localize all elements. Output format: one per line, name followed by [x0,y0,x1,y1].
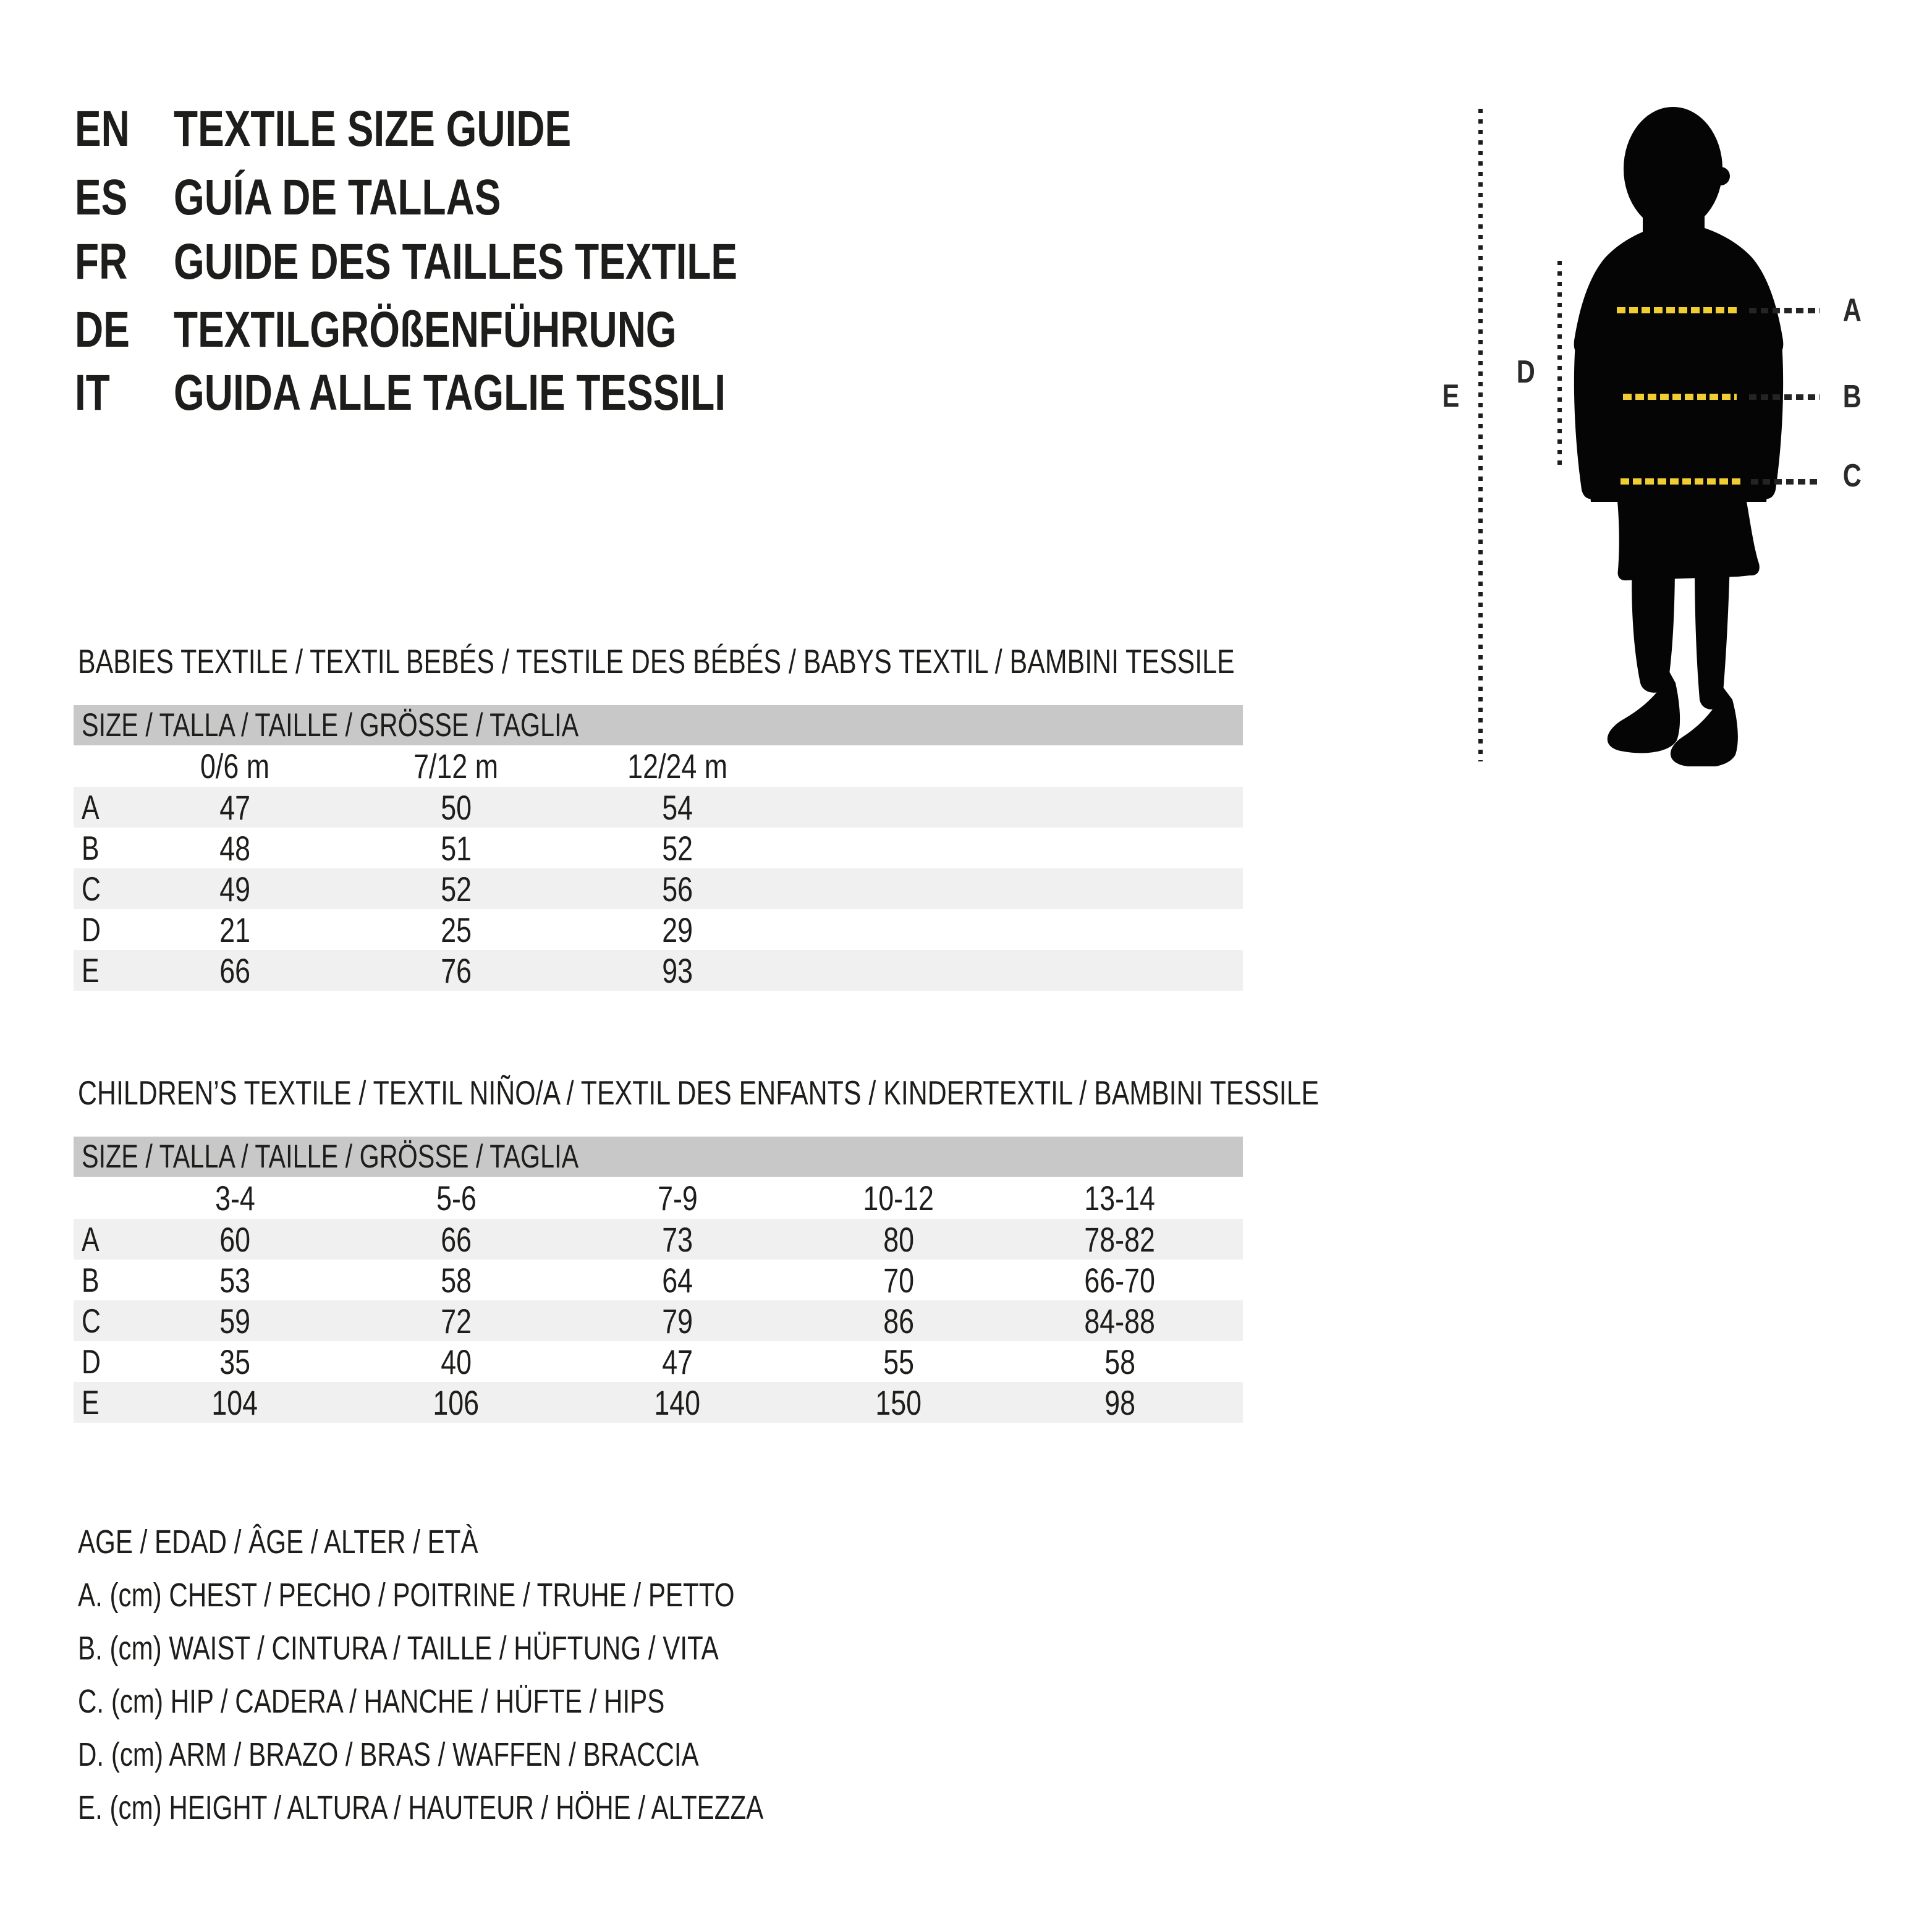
lang-title-fr: GUIDE DES TAILLES TEXTILE [174,234,738,290]
hip-measure-dash-black [1751,479,1820,485]
arm-measure-line-d [1557,261,1562,471]
figure-label-b: B [1842,379,1862,415]
table-row: D 35 40 47 55 58 [82,1342,1135,1381]
babies-section-title: BABIES TEXTILE / TEXTIL BEBÉS / TESTILE DES BÉBÉS / BABYS TEXTIL / BAMBINI TESSILE [78,642,1235,680]
table-row: A 60 66 73 80 78-82 [74,1219,1243,1260]
lang-title-de: TEXTILGRÖßENFÜHRUNG [174,302,677,358]
table-row: B 48 51 52 [82,828,693,868]
table-row: E 104 106 140 150 98 [74,1382,1243,1423]
children-column-headers [74,1177,1243,1219]
babies-size-table [74,705,1243,991]
children-col-3: 10-12 [863,1178,934,1218]
table-row: C 49 52 56 [74,868,1243,909]
table-row: D 21 25 29 [82,910,693,949]
legend-height-line: E. (cm) HEIGHT / ALTURA / HAUTEUR / HÖHE / ALTEZZA [78,1789,764,1826]
lang-code-es: ES [75,169,128,226]
children-col-2: 7-9 [657,1178,698,1218]
children-table-header: SIZE / TALLA / TAILLE / GRÖSSE / TAGLIA [74,1137,1243,1177]
lang-title-en: TEXTILE SIZE GUIDE [174,101,572,157]
figure-label-a: A [1842,292,1862,328]
children-col-1: 5-6 [436,1178,477,1218]
children-size-table [74,1137,1243,1423]
figure-label-d: D [1516,354,1535,390]
lang-title-es: GUÍA DE TALLAS [174,169,501,226]
figure-label-e: E [1442,378,1460,414]
lang-code-it: IT [75,365,110,421]
hip-measure-dash-yellow [1621,478,1744,485]
chest-measure-dash-yellow [1617,307,1740,313]
babies-col-1: 7/12 m [413,747,499,786]
lang-code-fr: FR [75,234,128,290]
legend-age-line: AGE / EDAD / ÂGE / ALTER / ETÀ [78,1523,478,1561]
waist-measure-dash-yellow [1623,394,1737,400]
lang-code-en: EN [75,101,130,157]
legend-chest-line: A. (cm) CHEST / PECHO / POITRINE / TRUHE / PETTO [78,1577,735,1614]
babies-col-0: 0/6 m [200,747,270,786]
table-row: C 59 72 79 86 84-88 [74,1300,1243,1341]
table-row: E 66 76 93 [74,950,1243,991]
table-row: B 53 58 64 70 66-70 [82,1260,1156,1300]
child-silhouette [1570,99,1829,766]
legend-arm-line: D. (cm) ARM / BRAZO / BRAS / WAFFEN / BRACCIA [78,1736,699,1773]
children-section-title: CHILDREN’S TEXTILE / TEXTIL NIÑO/A / TEXTIL DES ENFANTS / KINDERTEXTIL / BAMBINI TESSILE [78,1074,1320,1112]
figure-label-c: C [1842,458,1862,494]
legend-waist-line: B. (cm) WAIST / CINTURA / TAILLE / HÜFTUNG / VITA [78,1630,719,1667]
babies-table-header: SIZE / TALLA / TAILLE / GRÖSSE / TAGLIA [74,705,1243,745]
children-col-0: 3-4 [214,1178,255,1218]
chest-measure-dash-black [1749,308,1820,313]
waist-measure-dash-black [1749,394,1820,400]
babies-column-headers [74,745,1243,787]
lang-code-de: DE [75,302,130,358]
table-row: A 47 50 54 [74,787,1243,828]
lang-title-it: GUIDA ALLE TAGLIE TESSILI [174,365,726,421]
legend-hip-line: C. (cm) HIP / CADERA / HANCHE / HÜFTE / HIPS [78,1683,665,1720]
babies-col-2: 12/24 m [627,747,727,786]
children-col-4: 13-14 [1084,1178,1156,1218]
